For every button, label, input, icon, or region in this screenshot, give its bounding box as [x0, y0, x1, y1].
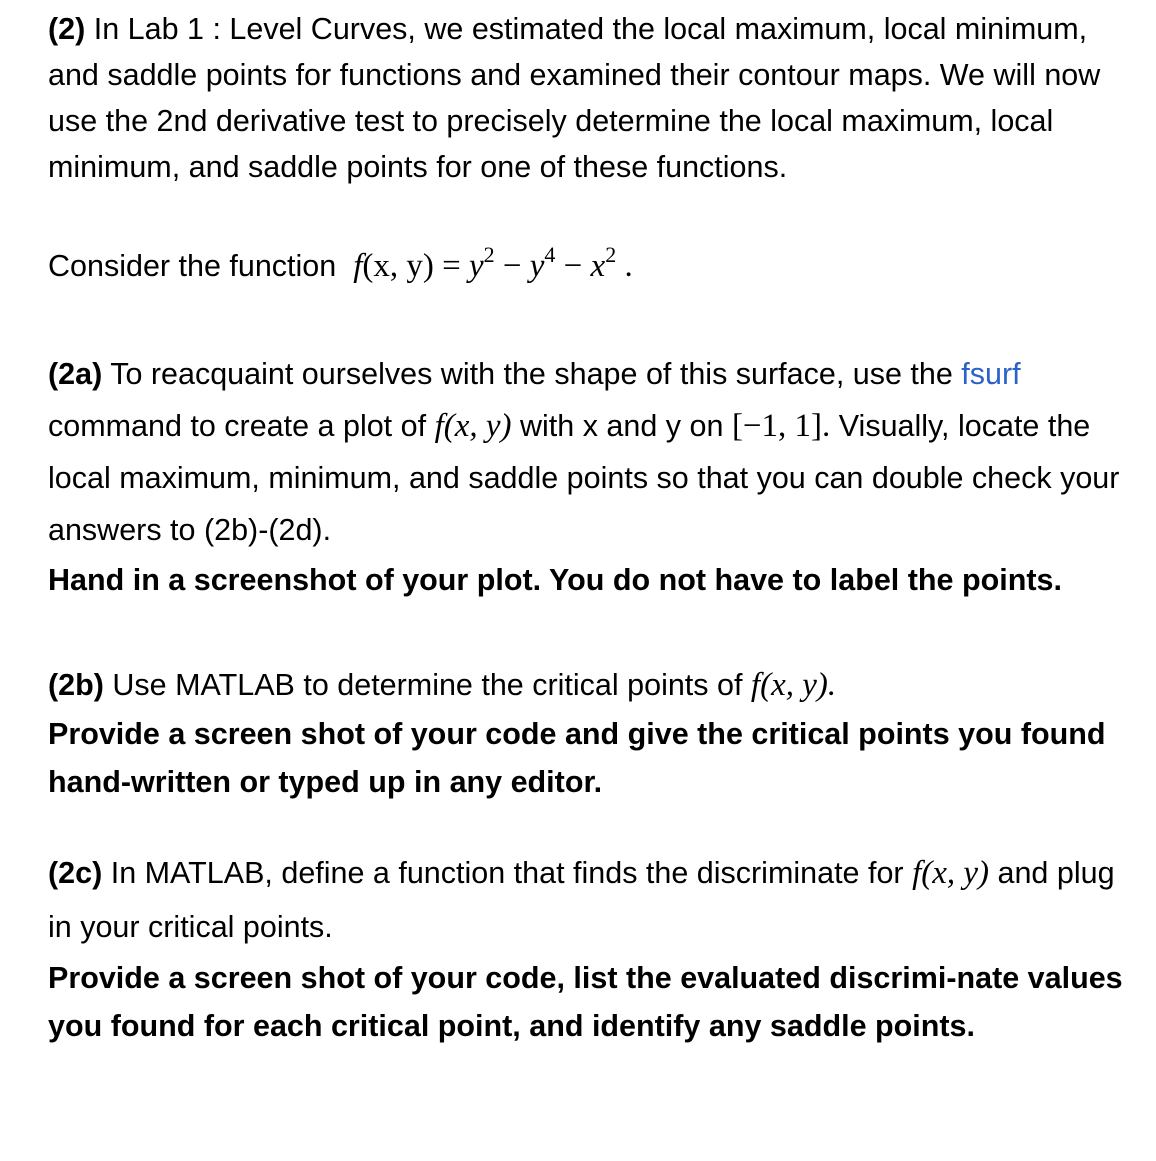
formula-eq: =	[433, 248, 469, 284]
question-2a-math: f(x, y)	[434, 408, 512, 444]
question-2a-text-2: command to create a plot of	[48, 409, 427, 443]
formula-y: y	[468, 248, 484, 284]
intro-text: In Lab 1 : Level Curves, we estimated the local maximum, local minimum, and saddle points for functions and examined their contour maps. We will now use the 2nd derivative test to precisely determine the local maximum, local minimum, and saddle points for one of these functions.	[48, 12, 1101, 184]
formula-exp2: 2	[483, 242, 495, 267]
question-2b-instruction: Provide a screen shot of your code and give the critical points you found hand-written or typed up in any editor.	[48, 717, 1106, 799]
question-2a-label: (2a)	[48, 357, 103, 391]
formula-f: f	[353, 248, 363, 284]
fsurf-link[interactable]: fsurf	[961, 357, 1021, 391]
question-2b-label: (2b)	[48, 668, 104, 702]
function-formula	[353, 242, 633, 284]
question-2c-label: (2c)	[48, 856, 103, 890]
question-2c-instruction: Provide a screen shot of your code, list the evaluated discrimi-nate values you found for each critical point, and identify any saddle points.	[48, 961, 1123, 1043]
question-2b-text: Use MATLAB to determine the critical points of	[112, 668, 743, 702]
question-2c	[48, 846, 1138, 1050]
question-2b-math: f(x, y).	[750, 667, 837, 703]
formula-x: x	[590, 248, 606, 284]
formula-minus-2: −	[555, 248, 591, 284]
question-2b	[48, 660, 1138, 806]
question-2c-text-2: and plug in your critical points.	[48, 856, 1115, 944]
question-2c-body	[48, 846, 1138, 954]
interval-math: [−1, 1].	[731, 408, 831, 444]
question-2b-body	[48, 660, 1138, 710]
formula-expx: 2	[605, 242, 617, 267]
question-2a-body	[48, 348, 1138, 556]
formula-end: .	[616, 248, 633, 284]
formula-exp4: 4	[544, 242, 556, 267]
question-2a-instruction: Hand in a screenshot of your plot. You do not have to label the points.	[48, 563, 1062, 597]
formula-y4: y	[529, 248, 545, 284]
question-2a-text-4: Visually, locate the local maximum, minimum, and saddle points so that you can double check your answers to (2b)-(2d).	[48, 409, 1120, 547]
function-lead: Consider the function	[48, 249, 337, 283]
question-2c-math: f(x, y)	[912, 855, 990, 891]
question-2a-text: To reacquaint ourselves with the shape of this surface, use the	[110, 357, 953, 391]
question-2a-text-3: with x and y on	[520, 409, 724, 443]
formula-minus-1: −	[494, 248, 530, 284]
document	[48, 6, 1138, 1050]
function-definition	[48, 236, 1138, 296]
formula-args: (x, y)	[362, 248, 434, 284]
question-2c-text: In MATLAB, define a function that finds the discriminate for	[110, 856, 904, 890]
intro-label: (2)	[48, 12, 86, 46]
question-2a	[48, 348, 1138, 604]
intro-paragraph	[48, 6, 1138, 190]
